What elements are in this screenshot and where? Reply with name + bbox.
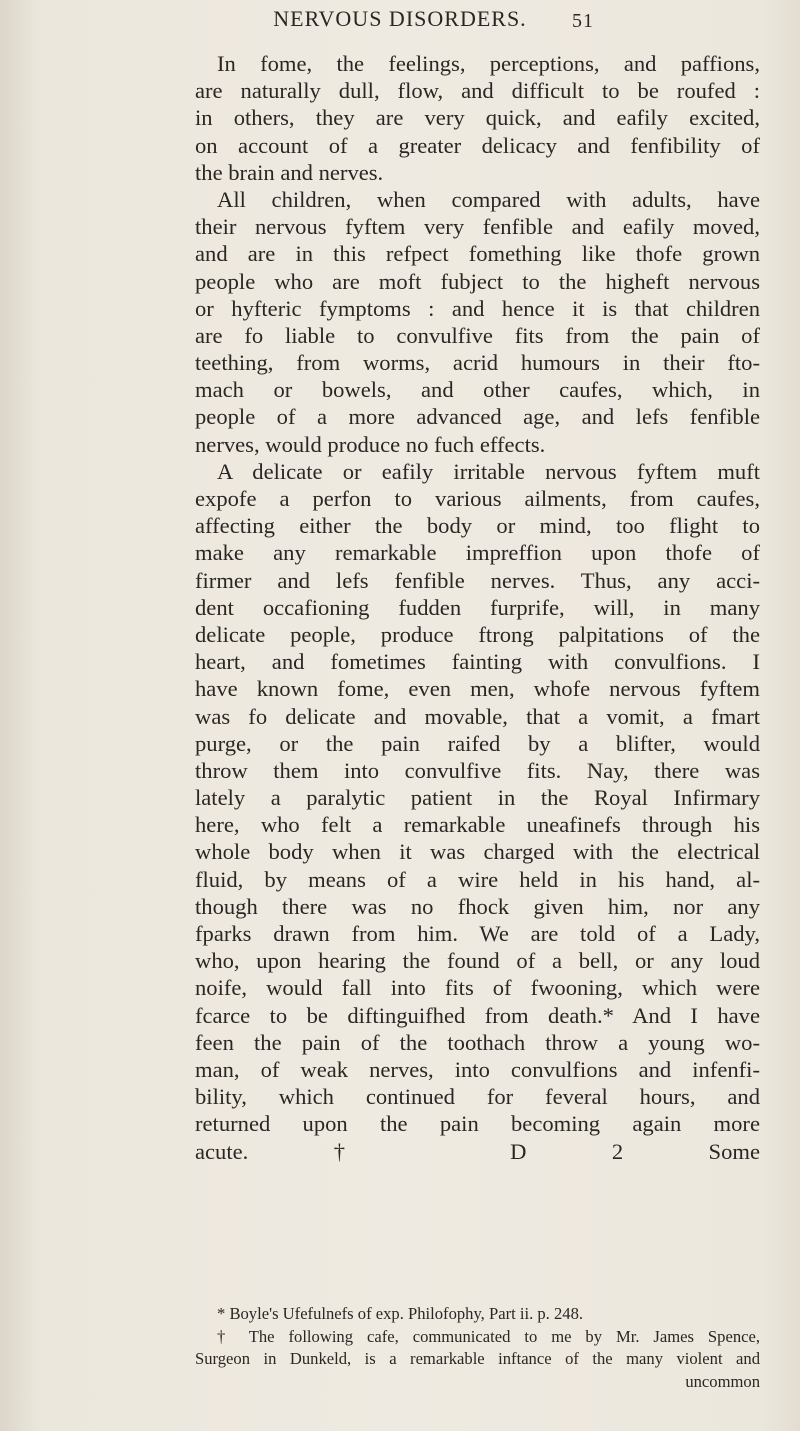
text-line: mach or bowels, and other caufes, which, in [195, 377, 760, 403]
footnotes [195, 1303, 760, 1393]
text-line: heart, and fometimes fainting with convulfions. I [195, 649, 760, 675]
page-number: 51 [572, 10, 594, 32]
text-line: in others, they are very quick, and eafily excited, [195, 105, 760, 131]
text-line: here, who felt a remarkable uneafinefs through his [195, 812, 760, 838]
text-line: are fo liable to convulfive fits from the pain of [195, 322, 760, 348]
text-line: and are in this refpect fomething like thofe grown [195, 241, 760, 267]
text-line: dent occafioning fudden furprife, will, in many [195, 594, 760, 620]
text-line: noife, would fall into fits of fwooning, which were [195, 975, 760, 1001]
text-line: returned upon the pain becoming again more [195, 1111, 760, 1137]
text-line: lately a paralytic patient in the Royal Infirmary [195, 785, 760, 811]
footnote-line: † The following cafe, communicated to me by Mr. James Spence, [217, 1326, 760, 1346]
text-line: their nervous fyftem very fenfible and eafily moved, [195, 214, 760, 240]
text-line: throw them into convulfive fits. Nay, there was [195, 757, 760, 783]
text-line: have known fome, even men, whofe nervous fyftem [195, 676, 760, 702]
text-line: fparks drawn from him. We are told of a Lady, [195, 921, 760, 946]
text-line: are naturally dull, flow, and difficult to be roufed : [195, 78, 760, 104]
text-line: In fome, the feelings, perceptions, and paffions, [217, 51, 760, 76]
running-title: NERVOUS DISORDERS. [273, 6, 527, 31]
footnote-line: * Boyle's Ufefulnefs of exp. Philofophy, Part ii. p. 248. [217, 1304, 584, 1323]
text-line-catchword: acute. † D 2 Some [195, 1138, 760, 1164]
running-header [200, 4, 600, 44]
text-line: fluid, by means of a wire held in his hand, al- [195, 866, 760, 892]
text-line: who, upon hearing the found of a bell, or any loud [195, 948, 760, 974]
text-line: firmer and lefs fenfible nerves. Thus, any acci- [195, 567, 760, 593]
text-line: delicate people, produce ftrong palpitations of the [195, 621, 760, 647]
text-line: bility, which continued for feveral hours, and [195, 1084, 760, 1110]
text-line: though there was no fhock given him, nor any [195, 893, 760, 919]
text-line: the brain and nerves. [195, 159, 384, 185]
text-line: was fo delicate and movable, that a vomit, a fmart [195, 703, 760, 729]
text-line: expofe a perfon to various ailments, from caufes, [195, 486, 760, 511]
text-line: man, of weak nerves, into convulfions and infenfi- [195, 1056, 760, 1082]
text-line: purge, or the pain raifed by a blifter, would [195, 730, 760, 756]
text-line: make any remarkable impreffion upon thofe of [195, 540, 760, 566]
text-line: feen the pain of the toothach throw a young wo- [195, 1029, 760, 1055]
text-line: A delicate or eafily irritable nervous fyftem muft [217, 458, 760, 484]
text-line: or hyfteric fymptoms : and hence it is that children [195, 295, 760, 321]
footnote-line: Surgeon in Dunkeld, is a remarkable inftance of the many violent and [195, 1349, 760, 1368]
text-line: affecting either the body or mind, too flight to [195, 513, 760, 539]
text-line: fcarce to be diftinguifhed from death.* And I have [195, 1002, 760, 1028]
body-text [195, 50, 760, 1165]
text-line: people who are moft fubject to the higheft nervous [195, 268, 760, 294]
text-line: teething, from worms, acrid humours in their fto- [195, 350, 760, 376]
text-line: whole body when it was charged with the electrical [195, 839, 760, 865]
text-line: on account of a greater delicacy and fenfibility of [195, 132, 760, 158]
text-line: All children, when compared with adults, have [217, 186, 760, 212]
footnote-catchword: uncommon [685, 1371, 760, 1391]
text-line: nerves, would produce no fuch effects. [195, 431, 546, 457]
text-line: people of a more advanced age, and lefs fenfible [195, 404, 760, 430]
